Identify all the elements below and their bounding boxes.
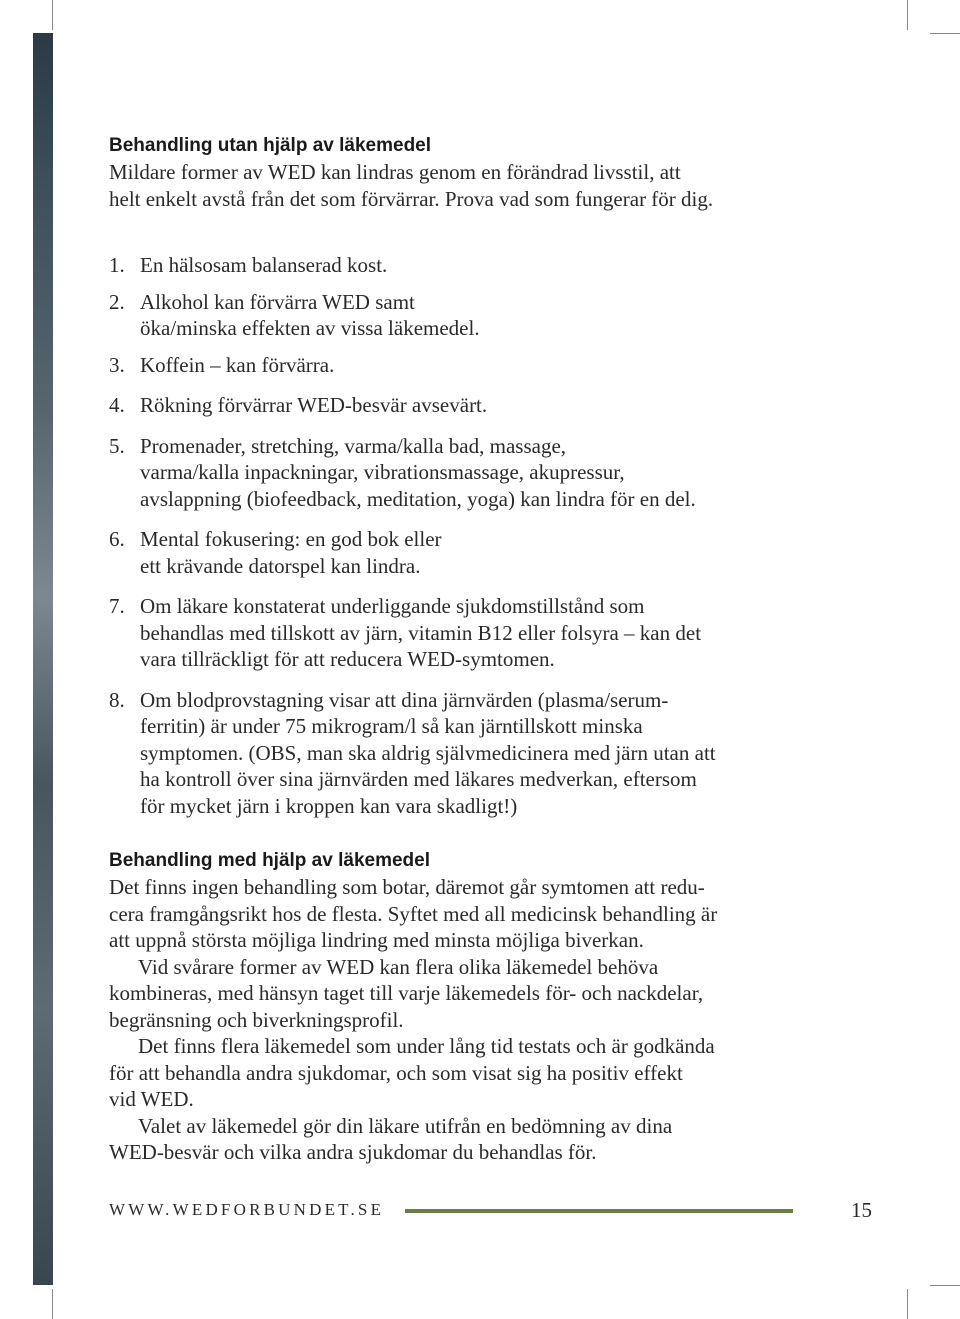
crop-mark [52, 0, 53, 30]
recommendation-list [109, 252, 809, 819]
section-heading: Behandling med hjälp av läkemedel [109, 850, 430, 871]
crop-mark [907, 1289, 908, 1319]
paragraph [109, 874, 809, 954]
list-item-line: Rökning förvärrar WED-besvär avsevärt. [140, 393, 488, 417]
list-item [109, 289, 809, 342]
text-line: Det finns flera läkemedel som under lång tid testats och är godkända [138, 1034, 715, 1058]
text-line: helt enkelt avstå från det som förvärrar. Prova vad som fungerar för dig. [109, 186, 714, 211]
list-item-line: vara tillräckligt för att reducera WED-symtomen. [140, 647, 555, 671]
list-item-line: ett krävande datorspel kan lindra. [140, 553, 421, 578]
footer-url: WWW.WEDFORBUNDET.SE [109, 1200, 385, 1219]
text-line: WED-besvär och vilka andra sjukdomar du behandlas för. [109, 1140, 597, 1164]
list-item-line: avslappning (biofeedback, meditation, yoga) kan lindra för en del. [140, 486, 696, 511]
crop-mark [930, 1285, 960, 1286]
text-line: cera framgångsrikt hos de flesta. Syftet med all medicinsk behandling är [109, 901, 718, 926]
text-line: vid WED. [109, 1087, 194, 1111]
list-item-line: Om blodprovstagning visar att dina järnvärden (plasma/serum- [140, 687, 669, 712]
paragraph [109, 1033, 809, 1113]
list-item-line: Mental fokusering: en god bok eller [140, 527, 442, 551]
text-line: för att behandla andra sjukdomar, och som visat sig ha positiv effekt [109, 1060, 683, 1085]
text-line: Valet av läkemedel gör din läkare utifrån en bedömning av dina [138, 1113, 673, 1138]
list-item-number: 6. [109, 527, 125, 551]
page-edge-image [33, 33, 53, 1285]
list-item-line: öka/minska effekten av vissa läkemedel. [140, 316, 480, 340]
list-item [109, 392, 809, 419]
text-line: att uppnå största möjliga lindring med minsta möjliga biverkan. [109, 928, 644, 952]
page-content [109, 133, 809, 1166]
list-item-number: 1. [109, 253, 125, 277]
text-line: Vid svårare former av WED kan flera olika läkemedel behöva [138, 954, 659, 979]
list-item-line: behandlas med tillskott av järn, vitamin B12 eller folsyra – kan det [140, 620, 702, 645]
section-body [109, 874, 809, 1166]
list-item-line: Koffein – kan förvärra. [140, 352, 335, 377]
text-line: begränsning och biverkningsprofil. [109, 1007, 404, 1032]
crop-mark [907, 0, 908, 30]
crop-mark [930, 33, 960, 34]
list-item-line: ferritin) är under 75 mikrogram/l så kan järntillskott minska [140, 714, 643, 738]
footer-rule [405, 1209, 793, 1213]
list-item-number: 4. [109, 393, 125, 417]
list-item-line: symptomen. (OBS, man ska aldrig självmedicinera med järn utan att [140, 740, 716, 765]
list-item-number: 3. [109, 352, 125, 377]
list-item [109, 252, 809, 279]
list-item-line: varma/kalla inpackningar, vibrationsmassage, akupressur, [140, 460, 625, 484]
text-line: kombineras, med hänsyn taget till varje läkemedels för- och nackdelar, [109, 981, 704, 1005]
text-line: Mildare former av WED kan lindras genom en förändrad livsstil, att [109, 160, 681, 184]
list-item [109, 433, 809, 513]
list-item [109, 526, 809, 579]
page-number: 15 [851, 1198, 872, 1222]
list-item-number: 8. [109, 687, 125, 712]
list-item-line: ha kontroll över sina järnvärden med läkares medverkan, eftersom [140, 767, 697, 791]
list-item-number: 2. [109, 289, 125, 314]
list-item [109, 687, 809, 820]
paragraph [109, 954, 809, 1034]
paragraph [109, 1113, 809, 1166]
crop-mark [52, 1289, 53, 1319]
list-item-number: 7. [109, 594, 125, 618]
list-item-line: En hälsosam balanserad kost. [140, 253, 388, 277]
list-item-number: 5. [109, 433, 125, 458]
section-heading: Behandling utan hjälp av läkemedel [109, 135, 432, 156]
list-item [109, 352, 809, 379]
text-line: Det finns ingen behandling som botar, däremot går symtomen att redu- [109, 875, 705, 899]
list-item-line: Alkohol kan förvärra WED samt [140, 289, 415, 314]
list-item-line: Om läkare konstaterat underliggande sjukdomstillstånd som [140, 594, 645, 618]
list-item-line: Promenader, stretching, varma/kalla bad, massage, [140, 433, 567, 458]
list-item [109, 593, 809, 673]
intro-paragraph [109, 159, 809, 212]
list-item-line: för mycket järn i kroppen kan vara skadligt!) [140, 793, 518, 818]
